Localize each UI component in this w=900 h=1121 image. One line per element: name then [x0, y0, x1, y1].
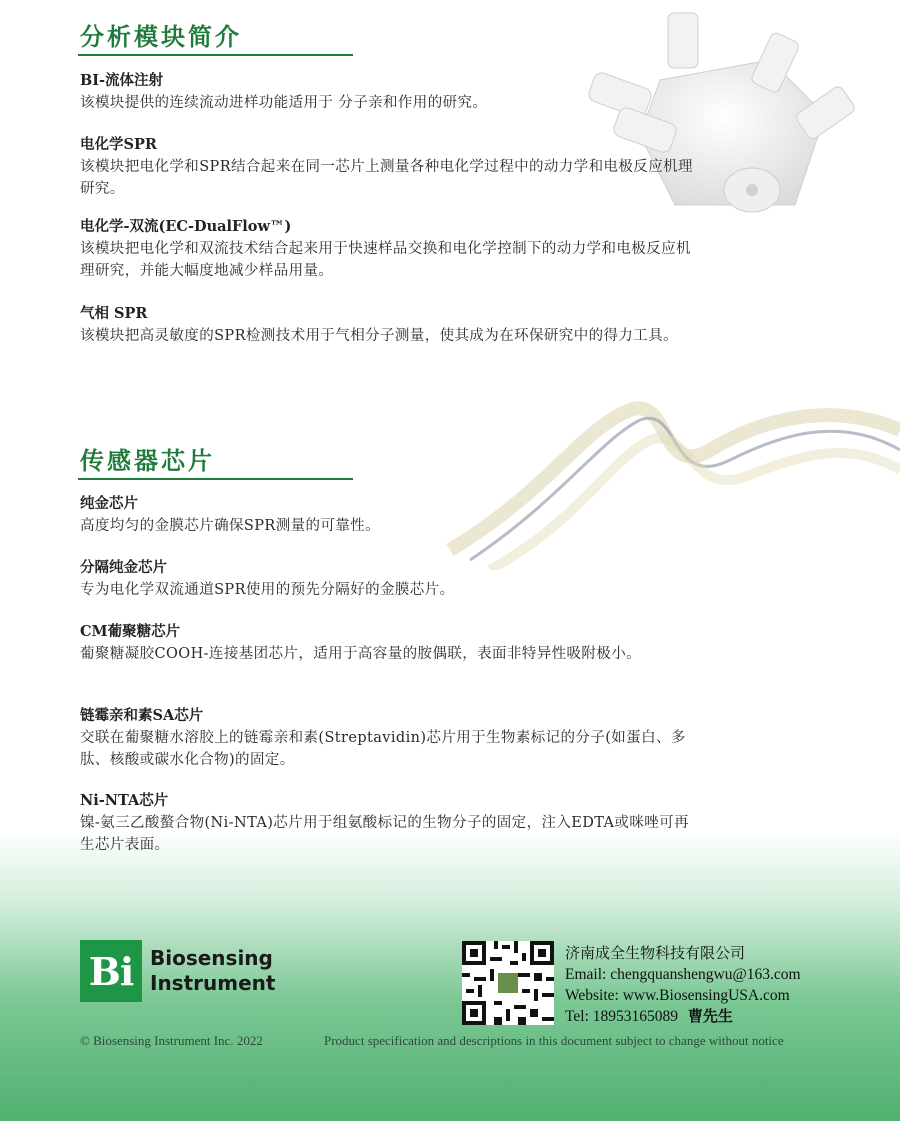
module-item-ec-spr — [80, 134, 700, 200]
qr-code-icon — [462, 941, 554, 1025]
contact-block — [565, 943, 801, 1027]
copyright-text: © Biosensing Instrument Inc. 2022 — [80, 1033, 263, 1048]
company-name: 济南成全生物科技有限公司 — [565, 944, 746, 962]
item-title: 电化学-双流(EC-DualFlow™) — [80, 218, 292, 235]
item-desc: 该模块把高灵敏度的SPR检测技术用于气相分子测量，使其成为在环保研究中的得力工具。 — [80, 328, 679, 344]
logo-mark: Bi — [80, 940, 142, 1002]
contact-phone-row — [565, 1006, 801, 1027]
module-item-gas-spr — [80, 303, 700, 347]
heading-underline — [78, 54, 353, 56]
section-heading-modules: 分析模块简介 — [80, 23, 242, 51]
item-title: 电化学SPR — [80, 136, 157, 153]
chip-item-cm-dextran — [80, 621, 700, 665]
item-desc: 专为电化学双流通道SPR使用的预先分隔好的金膜芯片。 — [80, 582, 455, 598]
chip-item-ni-nta — [80, 790, 700, 856]
logo-text — [150, 946, 275, 996]
contact-phone: Tel: 18953165089 — [565, 1008, 679, 1025]
item-title: BI-流体注射 — [80, 72, 164, 89]
disclaimer-text: Product specification and descriptions in this document subject to change without notice — [324, 1033, 784, 1048]
item-title: CM葡聚糖芯片 — [80, 623, 181, 640]
item-title: Ni-NTA芯片 — [80, 792, 169, 809]
item-desc: 高度均匀的金膜芯片确保SPR测量的可靠性。 — [80, 518, 381, 534]
item-title: 纯金芯片 — [80, 495, 138, 512]
section-heading-chips: 传感器芯片 — [80, 447, 215, 475]
item-title: 链霉亲和素SA芯片 — [80, 707, 204, 724]
module-item-flow-injection — [80, 70, 700, 114]
company-logo — [80, 940, 275, 1002]
logo-line-2: Instrument — [150, 971, 276, 995]
smoke-swirl-image — [430, 370, 900, 570]
item-desc: 镍-氨三乙酸螯合物(Ni-NTA)芯片用于组氨酸标记的生物分子的固定，注入EDTA或咪唑可再生芯片表面。 — [80, 815, 689, 853]
logo-line-1: Biosensing — [150, 946, 273, 970]
item-title: 分隔纯金芯片 — [80, 559, 167, 576]
chip-item-gold — [80, 493, 700, 537]
contact-website: Website: www.BiosensingUSA.com — [565, 987, 790, 1004]
item-desc: 该模块把电化学和双流技术结合起来用于快速样品交换和电化学控制下的动力学和电极反应机理研究，并能大幅度地减少样品用量。 — [80, 241, 691, 279]
module-item-ec-dualflow — [80, 216, 700, 282]
chip-item-streptavidin — [80, 705, 700, 771]
flow-module-image — [580, 5, 880, 235]
chip-item-split-gold — [80, 557, 700, 601]
item-title: 气相 SPR — [80, 305, 148, 322]
item-desc: 交联在葡聚糖水溶胶上的链霉亲和素(Streptavidin)芯片用于生物素标记的分子(如蛋白、多肽、核酸或碳水化合物)的固定。 — [80, 730, 686, 768]
item-desc: 该模块把电化学和SPR结合起来在同一芯片上测量各种电化学过程中的动力学和电极反应机理研究。 — [80, 159, 693, 197]
item-desc: 葡聚糖凝胶COOH-连接基团芯片，适用于高容量的胺偶联，表面非特异性吸附极小。 — [80, 646, 642, 662]
contact-email: Email: chengquanshengwu@163.com — [565, 966, 801, 983]
contact-person: 曹先生 — [687, 1007, 733, 1025]
heading-underline — [78, 478, 353, 480]
item-desc: 该模块提供的连续流动进样功能适用于 分子亲和作用的研究。 — [80, 95, 488, 111]
